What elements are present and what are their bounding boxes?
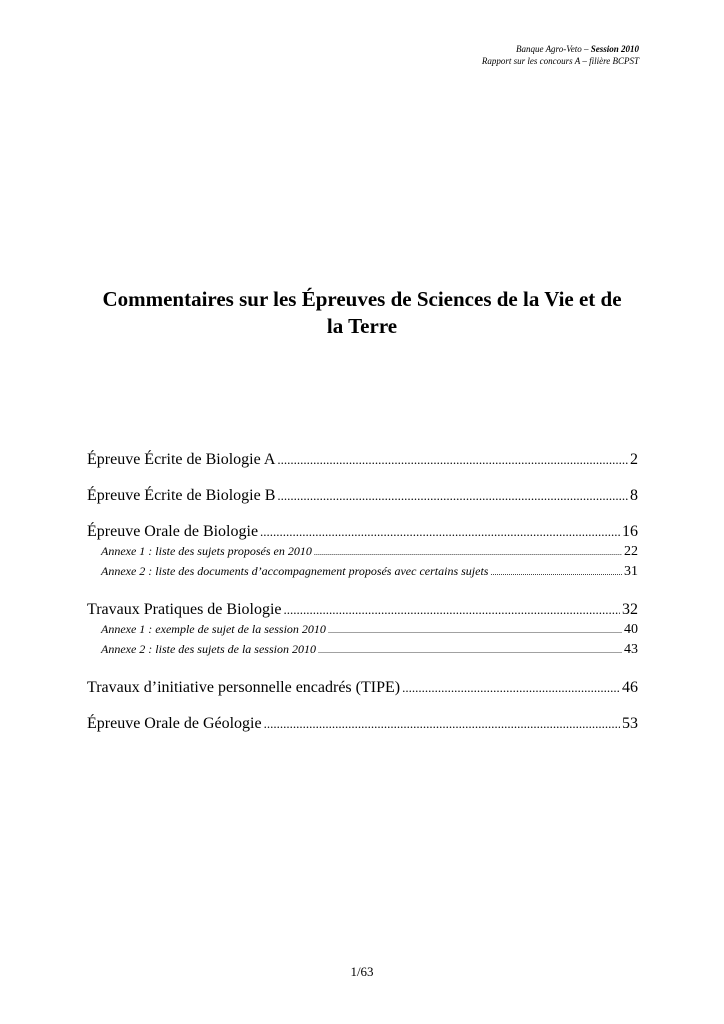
toc-entry-tipe[interactable] [87, 678, 638, 698]
toc-entry-ecrite-biologie-b[interactable] [87, 486, 638, 506]
toc-subentry-tp-annexe-2[interactable] [87, 640, 638, 660]
toc-entry-ecrite-biologie-a[interactable] [87, 450, 638, 470]
toc-page-number: 22 [624, 544, 638, 559]
toc-dot-leader [490, 563, 622, 582]
toc-entry-label: Épreuve Écrite de Biologie A [87, 451, 276, 468]
toc-dot-leader [402, 678, 620, 698]
toc-entry-label: Épreuve Orale de Géologie [87, 715, 262, 732]
toc-entry-orale-geologie[interactable] [87, 714, 638, 734]
toc-entry-orale-biologie[interactable] [87, 522, 638, 542]
page-title-line-2: la Terre [326, 314, 398, 338]
toc-entry-label: Annexe 1 : exemple de sujet de la session 2010 [101, 622, 326, 636]
toc-entry-label: Annexe 2 : liste des sujets de la session 2010 [101, 642, 316, 656]
toc-dot-leader [318, 641, 622, 660]
toc-dot-leader [328, 621, 622, 640]
toc-subentry-orale-annexe-2[interactable] [87, 562, 638, 582]
header-line-2: Rapport sur les concours A – filière BCPST [481, 56, 639, 66]
toc-entry-label: Travaux d’initiative personnelle encadrés (TIPE) [87, 679, 401, 696]
toc-entry-label: Annexe 1 : liste des sujets proposés en 2010 [101, 544, 312, 558]
page-title [70, 286, 654, 340]
toc-entry-label: Épreuve Orale de Biologie [87, 523, 259, 540]
toc-dot-leader [277, 486, 628, 506]
toc-page-number: 40 [624, 622, 638, 637]
toc-page-number: 16 [622, 523, 638, 540]
toc-page-number: 43 [624, 642, 638, 657]
toc-page-number: 2 [630, 451, 638, 468]
page-indicator: 1/63 [350, 964, 374, 979]
page-title-line-1: Commentaires sur les Épreuves de Sciences de la Vie et de [102, 287, 622, 311]
toc-page-number: 46 [622, 679, 638, 696]
header-line-1 [482, 43, 639, 55]
toc-subentry-orale-annexe-1[interactable] [87, 542, 638, 562]
table-of-contents [87, 450, 638, 734]
toc-dot-leader [314, 543, 622, 562]
toc-subentry-tp-annexe-1[interactable] [87, 620, 638, 640]
toc-page-number: 32 [622, 601, 638, 618]
toc-dot-leader [264, 714, 620, 734]
running-header [482, 43, 639, 67]
toc-dot-leader [284, 600, 621, 620]
header-session: Session 2010 [590, 44, 639, 54]
toc-dot-leader [260, 522, 620, 542]
toc-entry-label: Annexe 2 : liste des documents d’accompagnement proposés avec certains sujets [101, 564, 489, 578]
toc-dot-leader [277, 450, 628, 470]
toc-page-number: 8 [630, 487, 638, 504]
toc-page-number: 31 [624, 564, 638, 579]
toc-entry-label: Travaux Pratiques de Biologie [87, 601, 282, 618]
toc-entry-travaux-pratiques[interactable] [87, 600, 638, 620]
header-bank-name: Banque Agro-Veto – [515, 44, 591, 54]
toc-page-number: 53 [622, 715, 638, 732]
toc-entry-label: Épreuve Écrite de Biologie B [87, 487, 276, 504]
